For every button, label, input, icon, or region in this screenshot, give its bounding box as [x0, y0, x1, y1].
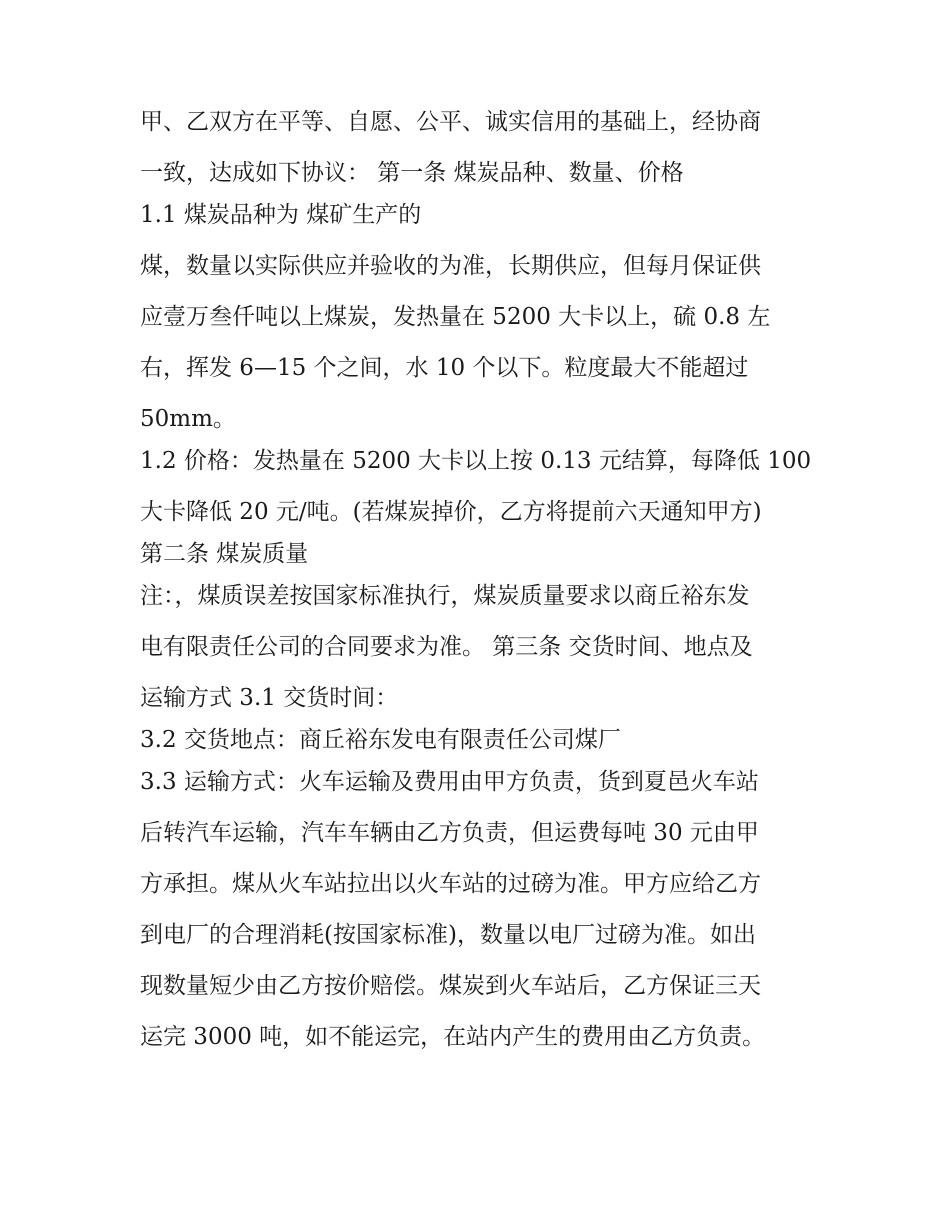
text-line: 3.2 交货地点：商丘裕东发电有限责任公司煤厂 — [140, 727, 621, 753]
text-line: 右，挥发 6—15 个之间，水 10 个以下。粒度最大不能超过 — [140, 355, 749, 381]
contract-body — [140, 106, 830, 1053]
text-line: 到电厂的合理消耗(按国家标准)，数量以电厂过磅为准。如出 — [140, 922, 756, 948]
text-line: 1.2 价格：发热量在 5200 大卡以上按 0.13 元结算，每降低 100 — [140, 448, 812, 474]
text-line: 运完 3000 吨，如不能运完，在站内产生的费用由乙方负责。 — [140, 1024, 766, 1050]
text-line: 运输方式 3.1 交货时间： — [140, 685, 399, 711]
text-line: 3.3 运输方式：火车运输及费用由甲方负责，货到夏邑火车站 — [140, 769, 759, 795]
text-line: 第二条 煤炭质量 — [140, 541, 309, 567]
text-line: 一致，达成如下协议： 第一条 煤炭品种、数量、价格 — [140, 160, 684, 186]
text-line: 煤，数量以实际供应并验收的为准，长期供应，但每月保证供 — [140, 253, 761, 279]
text-line: 注：，煤质误差按国家标准执行，煤炭质量要求以商丘裕东发 — [140, 583, 750, 609]
text-line: 现数量短少由乙方按价赔偿。煤炭到火车站后，乙方保证三天 — [140, 973, 761, 999]
text-line: 50mm。 — [140, 406, 236, 432]
text-line: 电有限责任公司的合同要求为准。 第三条 交货时间、地点及 — [140, 634, 753, 660]
text-line: 甲、乙双方在平等、自愿、公平、诚实信用的基础上，经协商 — [140, 109, 761, 135]
text-line: 应壹万叁仟吨以上煤炭，发热量在 5200 大卡以上，硫 0.8 左 — [140, 304, 771, 330]
text-line: 1.1 煤炭品种为 煤矿生产的 — [140, 202, 422, 228]
text-line: 后转汽车运输，汽车车辆由乙方负责，但运费每吨 30 元由甲 — [140, 820, 759, 846]
text-line: 大卡降低 20 元/吨。(若煤炭掉价，乙方将提前六天通知甲方) — [140, 499, 762, 525]
text-line: 方承担。煤从火车站拉出以火车站的过磅为准。甲方应给乙方 — [140, 871, 761, 897]
